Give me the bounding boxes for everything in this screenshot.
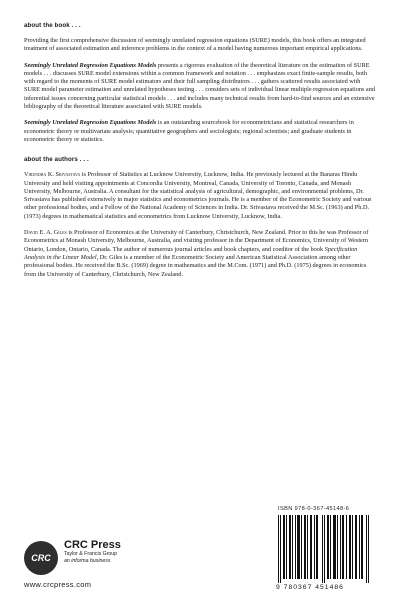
isbn-text: ISBN 978-0-367-45148-6: [278, 506, 350, 512]
author-1-text: is Professor of Statistics at Lucknow University, Lucknow, India. He previously lectured at the Banaras Hindu University and held visiting appointments at Concordia University, Montreal, Canada, University of Toronto, Canada, and Monash University, Melbourne, Australia. A consultant for the statistical analysis of agricultural, demographic, and environmental problems, Dr. Srivastava has published extensively in major statistics and econometrics journals. He is a member of the Econometric Society and various other professional bodies, and a Fellow of the National Academy of Sciences in India. Dr. Srivastava received the M.Sc. (1963) and Ph.D. (1973) degrees in mathematical statistics and econometrics from Lucknow University, Lucknow, India.: [24, 171, 372, 220]
book-title-emphasis-2: Seemingly Unrelated Regression Equations Models: [24, 119, 157, 127]
author-2-text-1: is Professor of Economics at the University of Canterbury, Christchurch, New Zealand. Prior to this he was Professor of Econometrics at Monash University, Melbourne, Australia, and visiting professor in the Department of Economics, University of Western Ontario, London, Ontario, Canada. The author of numerous journal articles and book chapters, and coeditor of the book: [24, 229, 369, 253]
about-authors-heading: about the authors . . .: [24, 156, 89, 164]
about-book-paragraph-2: [24, 62, 376, 112]
barcode-block: [272, 506, 376, 598]
author-1-bio: [24, 171, 376, 221]
barcode-icon: [278, 515, 370, 583]
publisher-business: an informa business: [64, 558, 111, 564]
about-book-heading: about the book . . .: [24, 22, 81, 29]
about-book-paragraph-3-text: is an outstanding sourcebook for econometricians and statistical researchers in econometric theory or multivariate analysis; quantitative geographers and sociologists; regional scientists; and graduate students in econometric theory or statistics.: [24, 119, 354, 143]
publisher-url: www.crcpress.com: [24, 580, 92, 589]
publisher-name: CRC Press: [64, 539, 121, 551]
author-1-name: Virendra K. Srivastava: [24, 171, 81, 179]
author-2-book-title: Specification Analysis in the Linear Model: [24, 245, 358, 261]
author-2-text-2: , Dr. Giles is a member of the Econometric Society and American Statistical Association among other professional bodies. He received the B.Sc. (1969) degree in mathematics and the M.Com. (1971) and Ph.D. (1975) degrees in economics from the University of Canterbury, Christchurch, New Zealand.: [24, 253, 367, 278]
about-book-paragraph-1: Providing the first comprehensive discussion of seemingly unrelated regression equations (SURE) models, this book offers an integrated treatment of associated estimation and inference problems in the context of a model having numerous important empirical applications.: [24, 37, 366, 53]
author-2-name: David E. A. Giles: [24, 229, 67, 237]
publisher-group: Taylor & Francis Group: [64, 551, 118, 557]
book-title-emphasis: Seemingly Unrelated Regression Equations Models: [24, 61, 157, 69]
footer: [0, 500, 400, 600]
author-2-bio: [24, 229, 376, 279]
about-book-paragraph-3: [24, 119, 376, 144]
crc-logo-icon: CRC: [24, 541, 58, 575]
publisher-text: [64, 539, 121, 564]
barcode-digits: 9 780367 451486: [276, 584, 344, 591]
about-book-paragraph-2-text: presents a rigorous evaluation of the theoretical literature on the estimation of SURE models . . . discusses SURE model extensions within a common framework and notation . . . emphasizes exact finite-sample results, both with regard to the moments of SURE model estimators and their full sampling distributors . . . gathers scattered results associated with SURE model parameter estimation and unrelated hypotheses testing . . . considers sets of individual linear multiple regression equations and inferential issues concerning particular statistical models . . . and includes many technical results from hard-to-find sources and an extensive bibliography of the theoretical literature associated with SURE models.: [24, 61, 375, 111]
publisher-logo: [24, 537, 184, 587]
